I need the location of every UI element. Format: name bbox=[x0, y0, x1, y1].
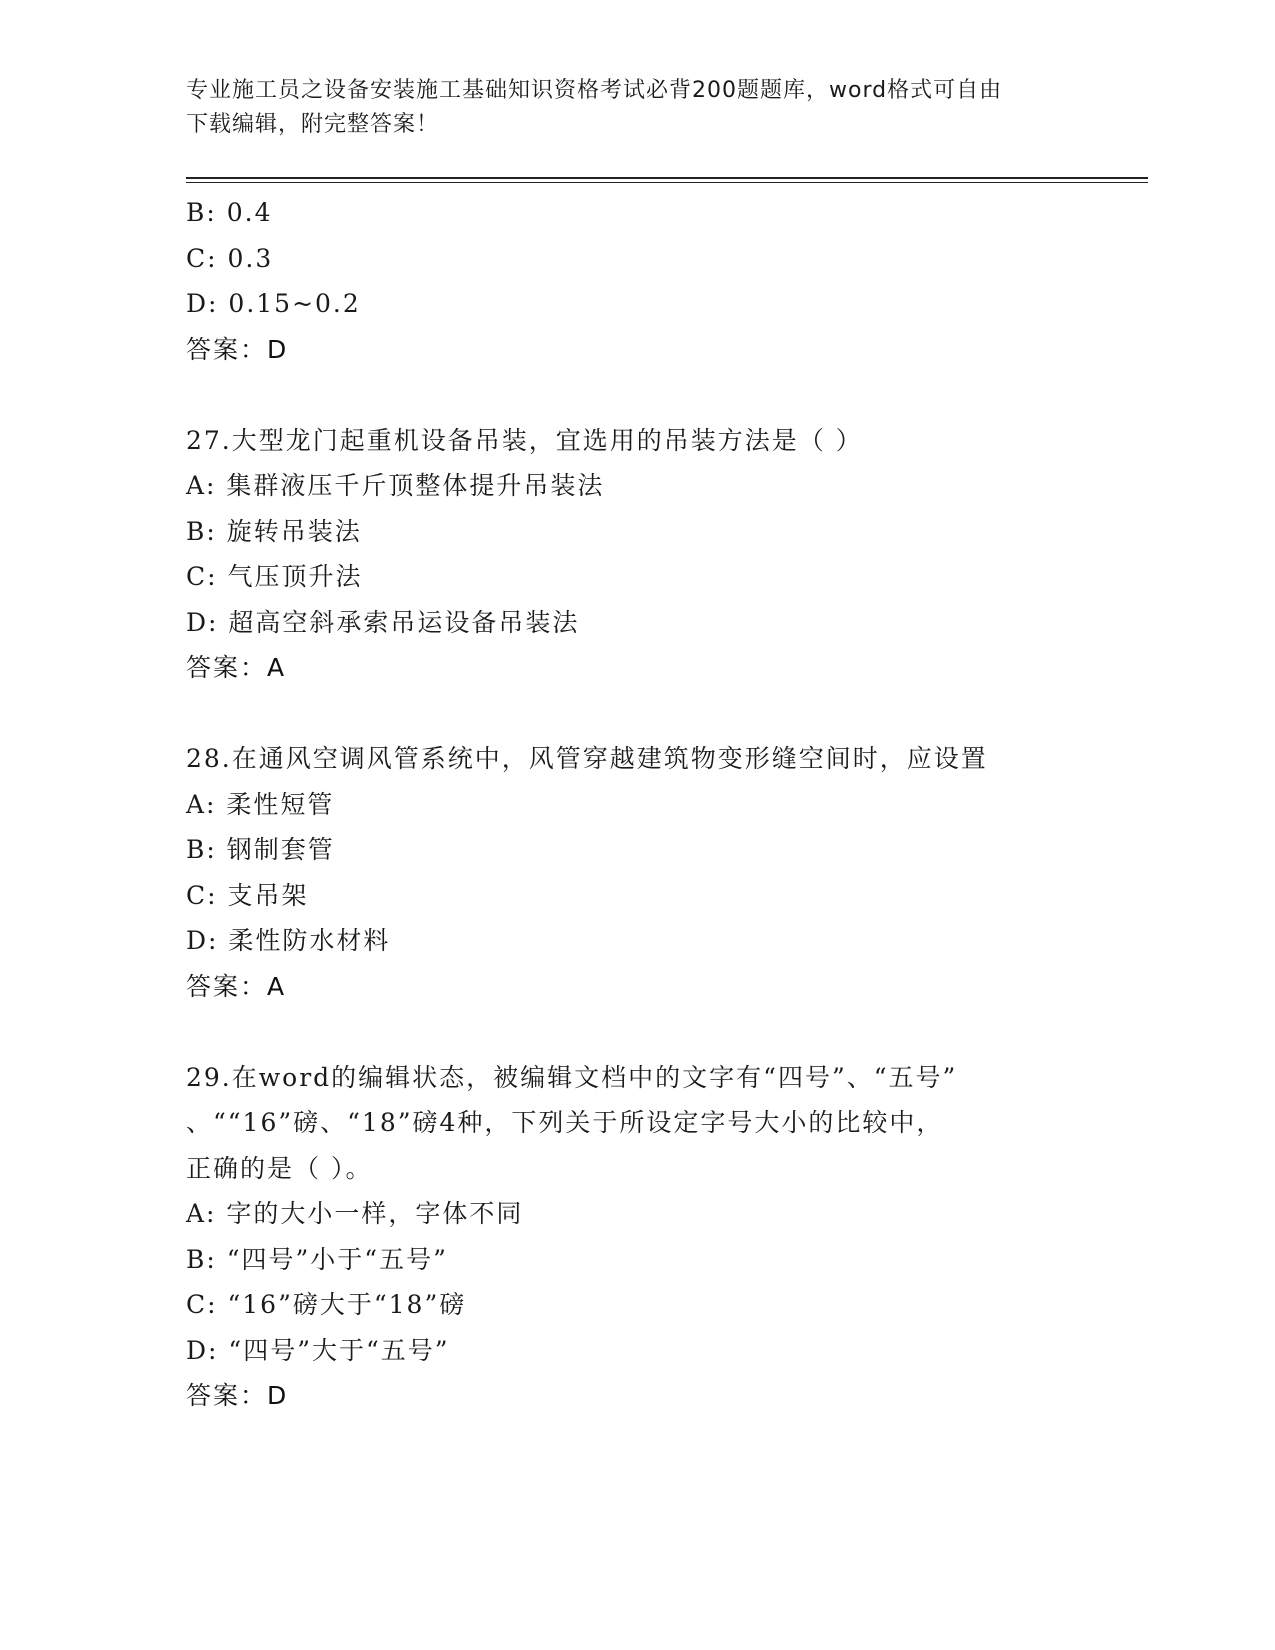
header-line-1: 专业施工员之设备安装施工基础知识资格考试必背200题题库，word格式可自由 bbox=[186, 78, 1003, 103]
q28-option-c: C: 支吊架 bbox=[186, 880, 309, 910]
q27-option-c: C: 气压顶升法 bbox=[186, 562, 363, 591]
q29-answer: 答案：D bbox=[186, 1381, 289, 1410]
q28-answer: 答案：A bbox=[186, 971, 287, 1001]
q29-option-a: A: 字的大小一样，字体不同 bbox=[186, 1199, 524, 1228]
q28-option-b: B: 钢制套管 bbox=[186, 835, 335, 864]
q29-stem-line-1: 29.在word的编辑状态，被编辑文档中的文字有“四号”、“五号” bbox=[186, 1062, 958, 1092]
q26-option-c: C: 0.3 bbox=[186, 243, 274, 273]
header-divider-thin bbox=[186, 182, 1148, 183]
q26-option-b: B: 0.4 bbox=[186, 198, 273, 227]
header-line-2: 下载编辑，附完整答案！ bbox=[186, 112, 440, 137]
q29-option-d: D: “四号”大于“五号” bbox=[186, 1335, 450, 1365]
header-divider bbox=[186, 177, 1148, 179]
q26-answer: 答案：D bbox=[186, 334, 289, 364]
q29-option-b: B: “四号”小于“五号” bbox=[186, 1244, 448, 1274]
spacer bbox=[186, 372, 1086, 418]
q29-stem-line-3: 正确的是（ ）。 bbox=[186, 1153, 373, 1183]
q28-stem: 28.在通风空调风管系统中，风管穿越建筑物变形缝空间时，应设置 bbox=[186, 744, 988, 773]
q28-option-d: D: 柔性防水材料 bbox=[186, 926, 391, 955]
question-content bbox=[186, 190, 1086, 1419]
document-header bbox=[186, 74, 1086, 142]
spacer bbox=[186, 691, 1086, 737]
q27-stem: 27.大型龙门起重机设备吊装，宜选用的吊装方法是（ ） bbox=[186, 425, 863, 455]
q27-option-b: B: 旋转吊装法 bbox=[186, 516, 362, 546]
q26-option-d: D: 0.15~0.2 bbox=[186, 289, 361, 318]
q28-option-a: A: 柔性短管 bbox=[186, 789, 335, 819]
q29-option-c: C: “16”磅大于“18”磅 bbox=[186, 1290, 467, 1319]
spacer bbox=[186, 1009, 1086, 1055]
q27-option-d: D: 超高空斜承索吊运设备吊装法 bbox=[186, 607, 580, 637]
q29-stem-line-2: 、““16”磅、“18”磅4种，下列关于所设定字号大小的比较中， bbox=[186, 1108, 944, 1137]
q27-answer: 答案：A bbox=[186, 653, 287, 682]
q27-option-a: A: 集群液压千斤顶整体提升吊装法 bbox=[186, 471, 605, 500]
